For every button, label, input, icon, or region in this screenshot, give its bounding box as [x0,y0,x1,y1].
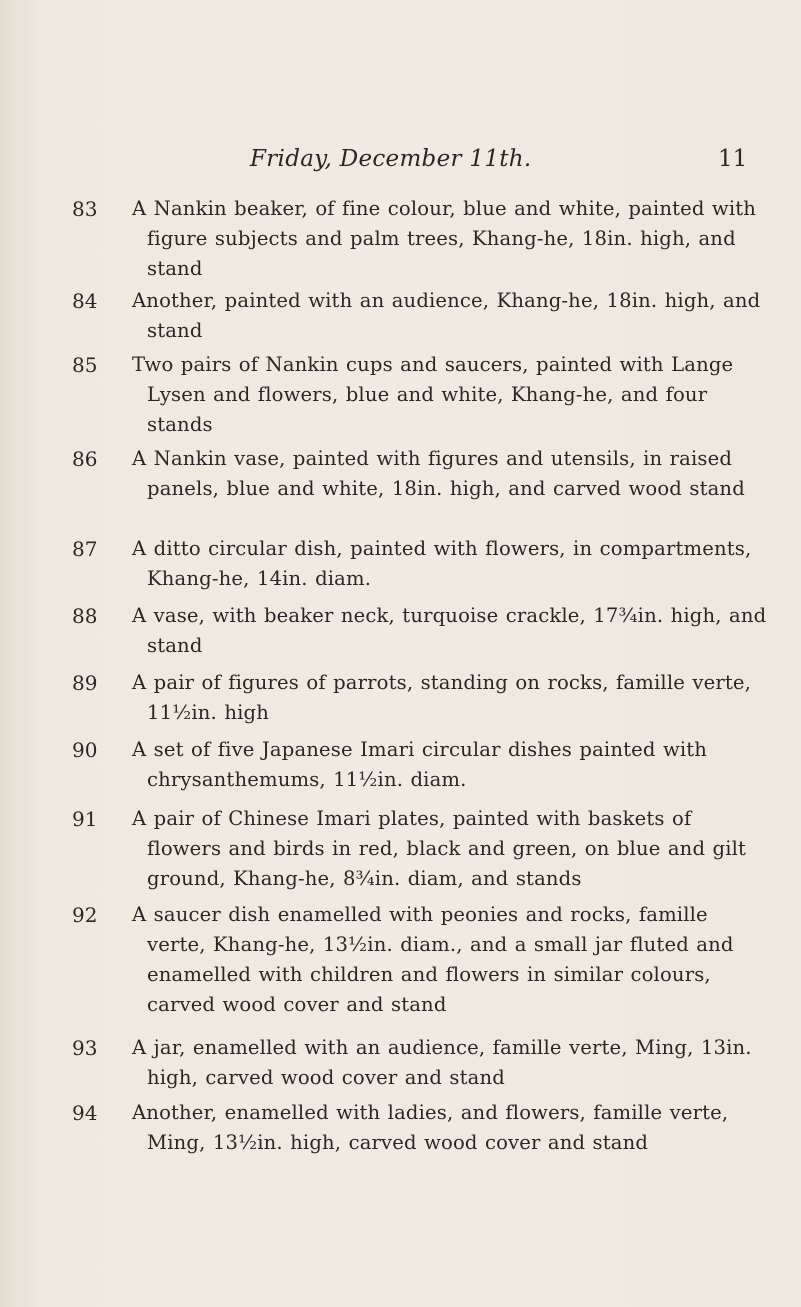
lot-description: Two pairs of Nankin cups and saucers, painted with Lange Lysen and flowers, blue and white, Khang-he, and four stands [132,353,734,436]
lot-number: 88 [72,604,98,628]
lot-description: A jar, enamelled with an audience, famille verte, Ming, 13in. high, carved wood cover and stand [132,1036,752,1089]
lot-description: A saucer dish enamelled with peonies and rocks, famille verte, Khang-he, 13½in. diam., and a small jar fluted and enamelled with children and flowers in similar colours, carved wood cover and stand [132,903,734,1016]
lot-description: A Nankin beaker, of fine colour, blue and white, painted with figure subjects and palm trees, Khang-he, 18in. high, and stand [132,197,757,280]
lot-number: 93 [72,1036,98,1060]
lot-description: A set of five Japanese Imari circular dishes painted with chrysanthemums, 11½in. diam. [132,738,708,791]
lot-description: Another, painted with an audience, Khang-he, 18in. high, and stand [132,289,761,342]
page-header [250,146,790,176]
lot-number: 87 [72,537,98,561]
lot-number: 92 [72,903,98,927]
page-number: 11 [718,146,748,172]
header-title: Friday, December 11th. [250,146,532,172]
lot-number: 84 [72,289,98,313]
lot-description: A pair of Chinese Imari plates, painted with baskets of flowers and birds in red, black and green, on blue and gilt ground, Khang-he, 8¾in. diam, and stands [132,807,747,890]
lot-number: 89 [72,671,98,695]
lot-description: A pair of figures of parrots, standing on rocks, famille verte, 11½in. high [132,671,751,724]
lot-number: 85 [72,353,98,377]
lot-number: 83 [72,197,98,221]
lot-description: A Nankin vase, painted with figures and utensils, in raised panels, blue and white, 18in. high, and carved wood stand [132,447,745,500]
lot-description: Another, enamelled with ladies, and flowers, famille verte, Ming, 13½in. high, carved wood cover and stand [132,1101,729,1154]
lot-number: 91 [72,807,98,831]
lot-number: 90 [72,738,98,762]
lot-description: A vase, with beaker neck, turquoise crackle, 17¾in. high, and stand [132,604,767,657]
lot-number: 86 [72,447,98,471]
lot-description: A ditto circular dish, painted with flowers, in compartments, Khang-he, 14in. diam. [132,537,752,590]
lot-number: 94 [72,1101,98,1125]
